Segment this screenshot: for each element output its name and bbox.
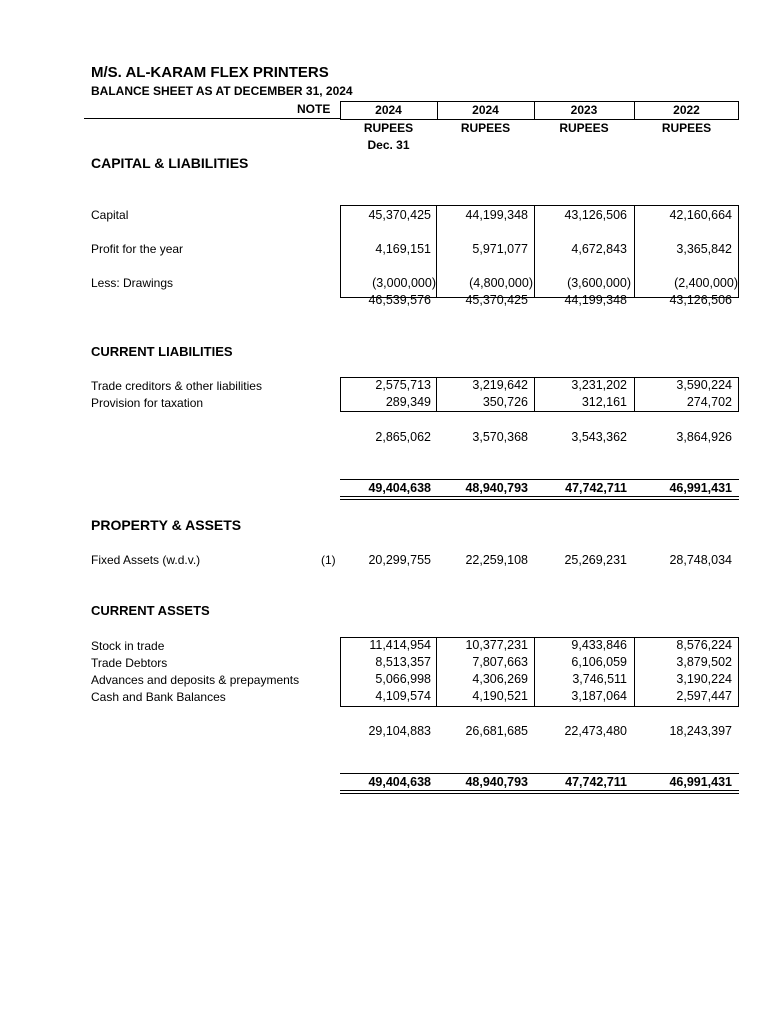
- row-label-capital: Capital: [91, 208, 129, 222]
- total-liabilities-2024-dec: 49,404,638: [368, 481, 431, 495]
- liabilities-subtotal-2024: 3,570,368: [472, 430, 528, 444]
- creditors-2023: 3,231,202: [571, 378, 627, 392]
- profit-2024-dec: 4,169,151: [375, 242, 431, 256]
- header-rule: [84, 118, 340, 119]
- total-assets-2024: 48,940,793: [465, 775, 528, 789]
- row-label-trade-creditors: Trade creditors & other liabilities: [91, 379, 262, 393]
- cash-2024-dec: 4,109,574: [375, 689, 431, 703]
- fixed-assets-2024-dec: 20,299,755: [368, 553, 431, 567]
- col3-year: 2023: [570, 103, 598, 117]
- col1-date: Dec. 31: [367, 138, 410, 152]
- col2-unit: RUPEES: [460, 121, 511, 135]
- fixed-assets-2022: 28,748,034: [669, 553, 732, 567]
- liabilities-subtotal-2024-dec: 2,865,062: [375, 430, 431, 444]
- debtors-2024-dec: 8,513,357: [375, 655, 431, 669]
- fixed-assets-2023: 25,269,231: [564, 553, 627, 567]
- col2-year: 2024: [472, 103, 499, 117]
- advances-2023: 3,746,511: [572, 672, 627, 686]
- assets-subtotal-2024-dec: 29,104,883: [368, 724, 431, 738]
- current-liabilities-heading: CURRENT LIABILITIES: [91, 344, 233, 359]
- capital-subtotal-2023: 44,199,348: [564, 293, 627, 307]
- stock-2024-dec: 11,414,954: [369, 638, 431, 652]
- advances-2024-dec: 5,066,998: [375, 672, 431, 686]
- row-label-advances: Advances and deposits & prepayments: [91, 673, 300, 687]
- taxation-2022: 274,702: [686, 395, 732, 409]
- col3-unit: RUPEES: [559, 121, 609, 135]
- drawings-2024: (4,800,000): [469, 276, 533, 290]
- row-label-stock: Stock in trade: [91, 639, 165, 653]
- total-liabilities-2023: 47,742,711: [565, 481, 627, 495]
- drawings-2024-dec: (3,000,000): [372, 276, 436, 290]
- assets-subtotal-2023: 22,473,480: [564, 724, 627, 738]
- company-name: M/S. AL-KARAM FLEX PRINTERS: [91, 64, 329, 81]
- property-assets-heading: PROPERTY & ASSETS: [91, 517, 242, 533]
- profit-2024: 5,971,077: [472, 242, 528, 256]
- drawings-2022: (2,400,000): [674, 276, 738, 290]
- stock-2022: 8,576,224: [676, 638, 732, 652]
- advances-2022: 3,190,224: [676, 672, 732, 686]
- fixed-assets-2024: 22,259,108: [465, 553, 528, 567]
- profit-2023: 4,672,843: [571, 242, 627, 256]
- capital-subtotal-2024: 45,370,425: [465, 293, 528, 307]
- creditors-2024-dec: 2,575,713: [375, 378, 431, 392]
- total-liabilities-2022: 46,991,431: [669, 481, 732, 495]
- drawings-2023: (3,600,000): [567, 276, 631, 290]
- liabilities-subtotal-2022: 3,864,926: [676, 430, 732, 444]
- total-assets-2022: 46,991,431: [669, 775, 732, 789]
- debtors-2023: 6,106,059: [571, 655, 627, 669]
- taxation-2024-dec: 289,349: [385, 395, 431, 409]
- cash-2023: 3,187,064: [571, 689, 627, 703]
- cash-2022: 2,597,447: [676, 689, 732, 703]
- row-label-trade-debtors: Trade Debtors: [91, 656, 168, 670]
- profit-2022: 3,365,842: [676, 242, 732, 256]
- assets-subtotal-2024: 26,681,685: [465, 724, 528, 738]
- creditors-2024: 3,219,642: [472, 378, 528, 392]
- debtors-2022: 3,879,502: [676, 655, 732, 669]
- current-assets-heading: CURRENT ASSETS: [91, 603, 210, 618]
- row-label-profit: Profit for the year: [91, 242, 184, 256]
- total-assets-2024-dec: 49,404,638: [368, 775, 431, 789]
- note-column-header: NOTE: [297, 102, 331, 116]
- total-assets-2023: 47,742,711: [565, 775, 627, 789]
- stock-2023: 9,433,846: [571, 638, 627, 652]
- row-label-provision-taxation: Provision for taxation: [91, 396, 204, 410]
- capital-2024: 44,199,348: [465, 208, 528, 222]
- stock-2024: 10,377,231: [465, 638, 528, 652]
- row-label-cash-bank: Cash and Bank Balances: [91, 690, 226, 704]
- total-assets-double-underline: [340, 790, 739, 794]
- capital-2022: 42,160,664: [669, 208, 732, 222]
- debtors-2024: 7,807,663: [472, 655, 528, 669]
- liabilities-subtotal-2023: 3,543,362: [571, 430, 627, 444]
- capital-subtotal-2024-dec: 46,539,576: [368, 293, 431, 307]
- row-label-drawings: Less: Drawings: [91, 276, 174, 290]
- capital-2023: 43,126,506: [564, 208, 627, 222]
- total-liabilities-2024: 48,940,793: [465, 481, 528, 495]
- col1-year: 2024: [375, 103, 402, 117]
- capital-liabilities-heading: CAPITAL & LIABILITIES: [91, 155, 249, 171]
- row-label-fixed-assets: Fixed Assets (w.d.v.): [91, 553, 201, 567]
- creditors-2022: 3,590,224: [676, 378, 732, 392]
- capital-2024-dec: 45,370,425: [368, 208, 431, 222]
- capital-subtotal-2022: 43,126,506: [669, 293, 732, 307]
- taxation-2023: 312,161: [581, 395, 627, 409]
- advances-2024: 4,306,269: [472, 672, 528, 686]
- col1-unit: RUPEES: [363, 121, 414, 135]
- fixed-assets-note: (1): [321, 553, 336, 567]
- report-subtitle: BALANCE SHEET AS AT DECEMBER 31, 2024: [91, 84, 353, 98]
- cash-2024: 4,190,521: [472, 689, 528, 703]
- taxation-2024: 350,726: [482, 395, 528, 409]
- col4-unit: RUPEES: [661, 121, 712, 135]
- total-liabilities-double-underline: [340, 496, 739, 500]
- col4-year: 2022: [673, 103, 700, 117]
- assets-subtotal-2022: 18,243,397: [669, 724, 732, 738]
